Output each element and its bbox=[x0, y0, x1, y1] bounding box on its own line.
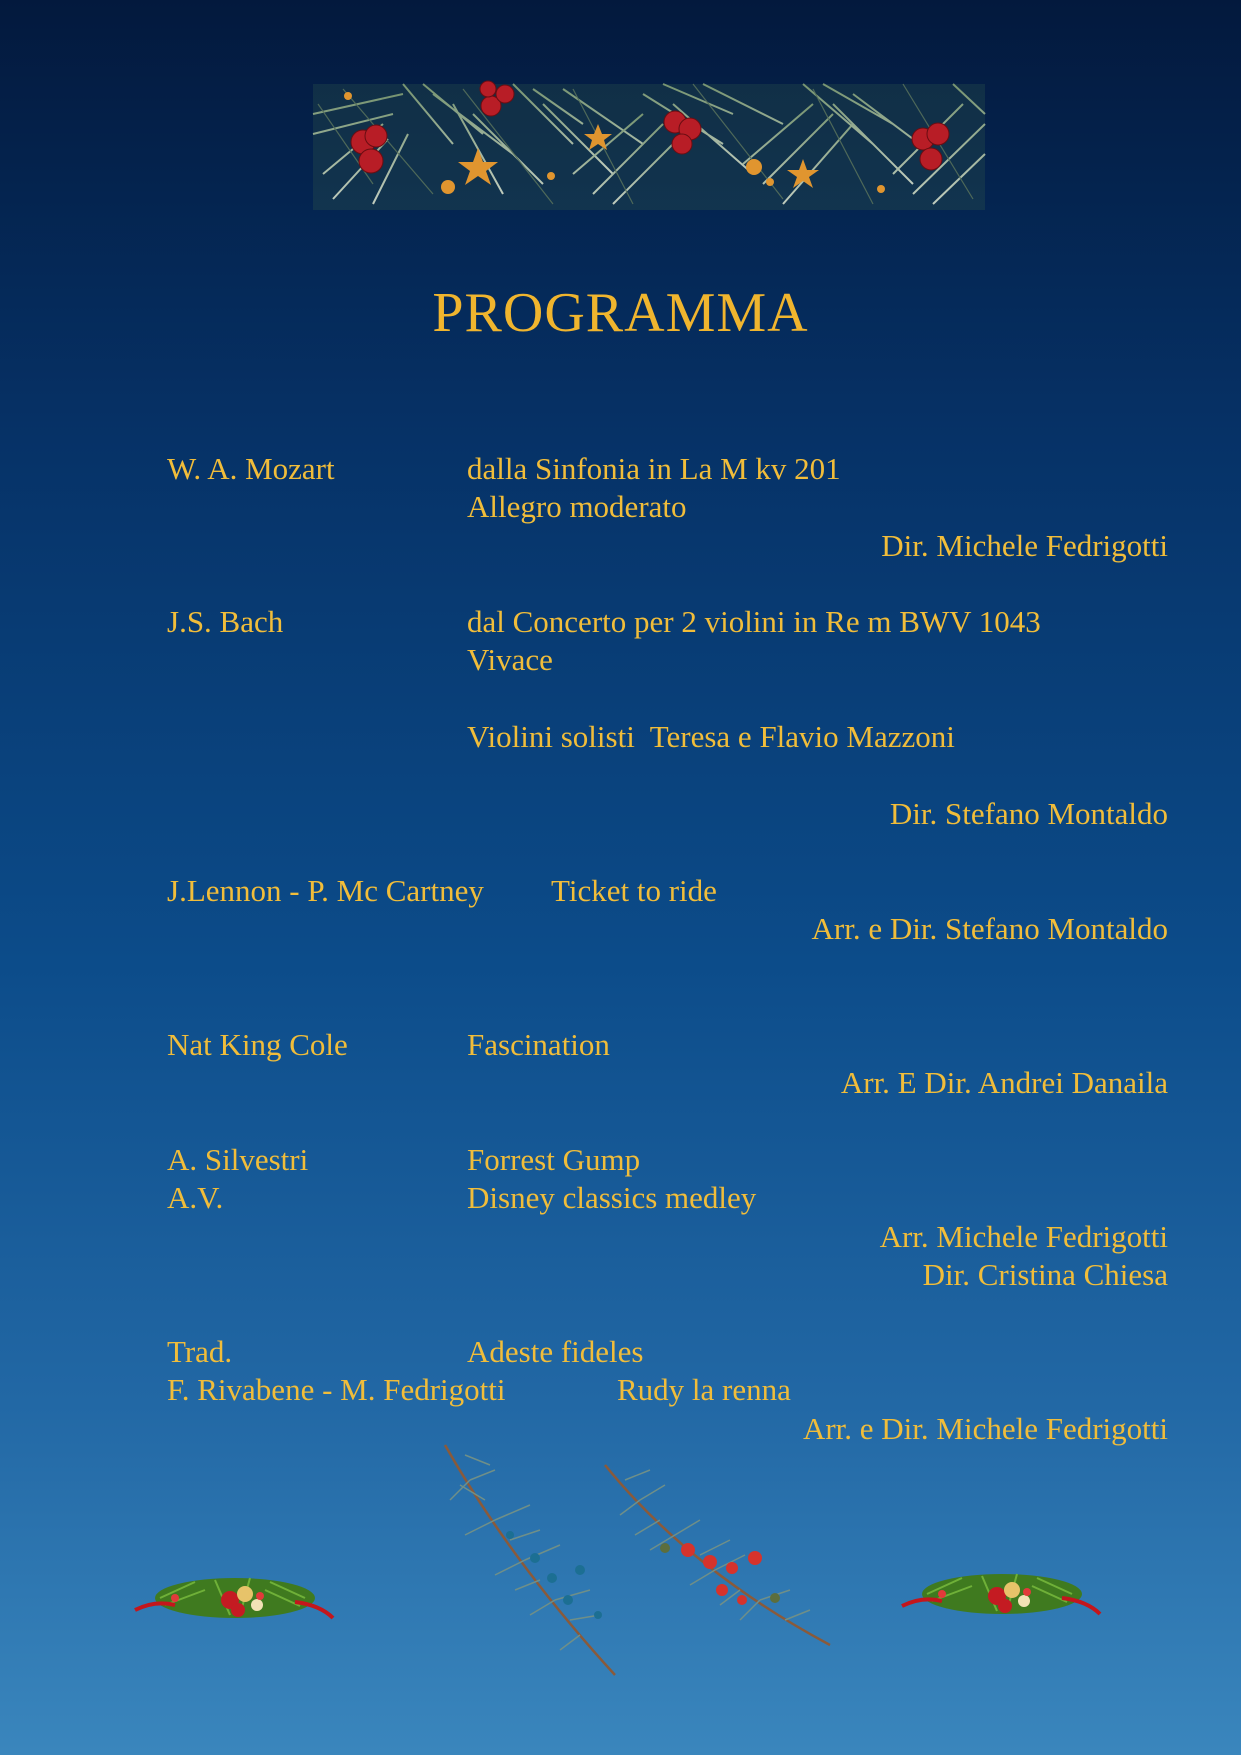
composer-cole: Nat King Cole bbox=[167, 1027, 348, 1062]
composer-silvestri: A. Silvestri bbox=[167, 1142, 309, 1177]
piece-forrest-gump: Forrest Gump bbox=[467, 1142, 641, 1177]
piece-lennon: Ticket to ride bbox=[551, 873, 717, 908]
juniper-branches-icon bbox=[440, 1440, 835, 1680]
composer-lennon: J.Lennon - P. Mc Cartney bbox=[167, 873, 484, 908]
bach-soloists: Violini solisti Teresa e Flavio Mazzoni bbox=[467, 719, 955, 754]
piece-bach-movement: Vivace bbox=[467, 642, 553, 677]
credit-bach: Dir. Stefano Montaldo bbox=[889, 796, 1168, 831]
composer-rivabene: F. Rivabene - M. Fedrigotti bbox=[167, 1372, 506, 1407]
credit-silvestri-dir: Dir. Cristina Chiesa bbox=[922, 1257, 1168, 1292]
credit-silvestri-arr: Arr. Michele Fedrigotti bbox=[879, 1219, 1168, 1254]
holly-wreath-left-icon bbox=[135, 1560, 335, 1636]
credit-mozart: Dir. Michele Fedrigotti bbox=[881, 528, 1168, 563]
composer-av: A.V. bbox=[167, 1180, 224, 1215]
composer-bach: J.S. Bach bbox=[167, 604, 284, 639]
pine-garland-icon bbox=[313, 84, 985, 214]
holly-wreath-right-icon bbox=[902, 1556, 1102, 1632]
piece-cole: Fascination bbox=[467, 1027, 610, 1062]
page-title: PROGRAMMA bbox=[432, 282, 809, 344]
composer-trad: Trad. bbox=[167, 1334, 233, 1369]
piece-mozart-title: dalla Sinfonia in La M kv 201 bbox=[467, 451, 841, 486]
piece-adeste-fideles: Adeste fideles bbox=[467, 1334, 644, 1369]
piece-mozart-movement: Allegro moderato bbox=[467, 489, 687, 524]
credit-trad: Arr. e Dir. Michele Fedrigotti bbox=[802, 1411, 1168, 1446]
composer-mozart: W. A. Mozart bbox=[167, 451, 335, 486]
piece-rudy-la-renna: Rudy la renna bbox=[617, 1372, 791, 1407]
credit-lennon: Arr. e Dir. Stefano Montaldo bbox=[811, 911, 1168, 946]
piece-bach-title: dal Concerto per 2 violini in Re m BWV 1043 bbox=[467, 604, 1041, 639]
credit-cole: Arr. E Dir. Andrei Danaila bbox=[840, 1065, 1168, 1100]
piece-disney-medley: Disney classics medley bbox=[467, 1180, 757, 1215]
